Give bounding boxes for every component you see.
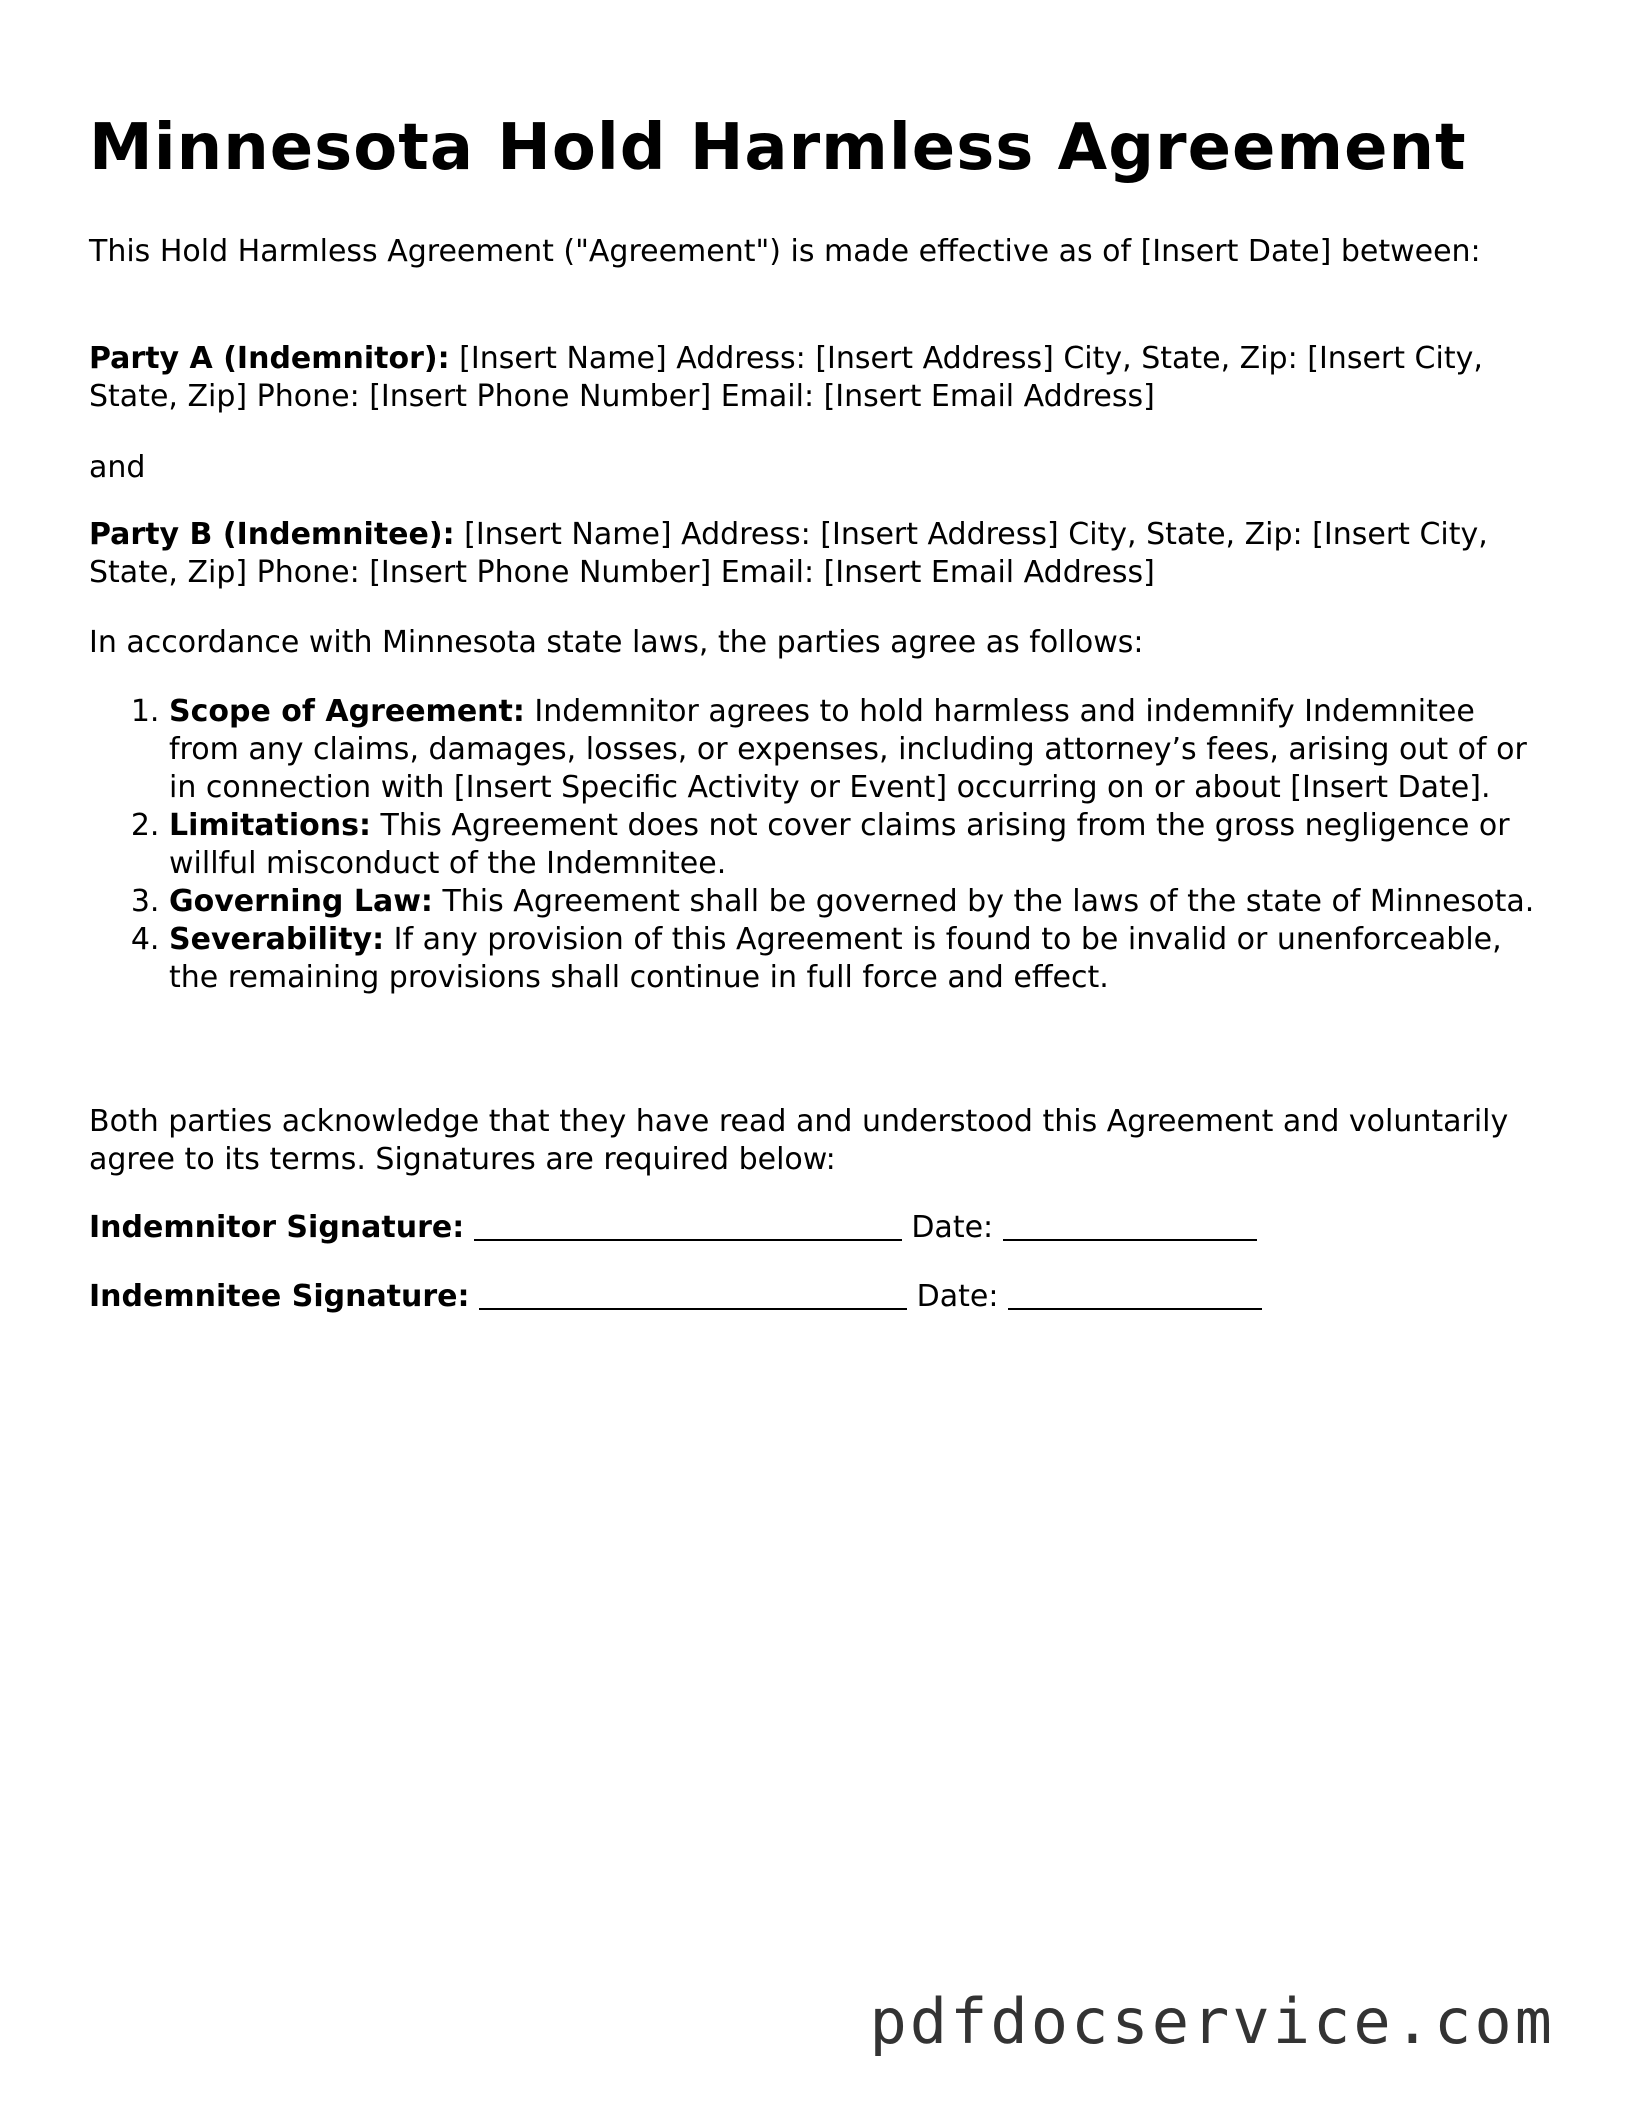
term-item [169, 693, 1549, 807]
watermark-text: pdfdocservice.com [869, 1985, 1555, 2058]
term-item [169, 921, 1549, 997]
accordance-paragraph: In accordance with Minnesota state laws, the parties agree as follows: [89, 625, 1144, 660]
term-text: This Agreement does not cover claims arising from the gross negligence or willful misconduct of the Indemnitee. [169, 808, 1510, 881]
party-a-label: Party A (Indemnitor): [89, 341, 450, 376]
indemnitee-date-field[interactable] [1008, 1278, 1262, 1310]
indemnitee-date-label: Date: [916, 1279, 999, 1314]
party-a-details: [Insert Name] Address: [Insert Address] City, State, Zip: [Insert City, State, Zip] Phone: [Insert Phone Number] Email: [Insert Email Address] [89, 341, 1483, 414]
indemnitee-signature-line [89, 1278, 1262, 1316]
term-text: This Agreement shall be governed by the laws of the state of Minnesota. [432, 884, 1535, 919]
term-item [169, 807, 1549, 883]
term-item [169, 883, 1549, 921]
indemnitee-signature-label: Indemnitee Signature: [89, 1279, 470, 1314]
indemnitor-date-label: Date: [911, 1210, 994, 1245]
intro-paragraph: This Hold Harmless Agreement ("Agreement") is made effective as of [Insert Date] between: [89, 234, 1481, 269]
party-b-details: [Insert Name] Address: [Insert Address] City, State, Zip: [Insert City, State, Zip] Phone: [Insert Phone Number] Email: [Insert Email Address] [89, 517, 1488, 590]
indemnitor-signature-line [89, 1209, 1257, 1247]
term-heading: Governing Law: [169, 884, 433, 919]
acknowledgment-paragraph: Both parties acknowledge that they have read and understood this Agreement and voluntarily agree to its terms. Signatures are required below: [89, 1104, 1509, 1177]
indemnitor-date-field[interactable] [1003, 1209, 1257, 1241]
term-text: Indemnitor agrees to hold harmless and indemnify Indemnitee from any claims, damages, losses, or expenses, including attorney’s fees, arising out of or in connection with [Insert Specific Activity or Event] occurring on or about [Insert Date]. [169, 694, 1527, 805]
indemnitee-signature-field[interactable] [479, 1278, 907, 1310]
party-b-label: Party B (Indemnitee): [89, 517, 455, 552]
term-text: If any provision of this Agreement is found to be invalid or unenforceable, the remaining provisions shall continue in full force and effect. [169, 922, 1502, 995]
conjunction-text: and [89, 450, 146, 485]
document-title: Minnesota Hold Harmless Agreement [89, 111, 1467, 185]
term-heading: Scope of Agreement: [169, 694, 525, 729]
indemnitor-signature-field[interactable] [474, 1209, 902, 1241]
indemnitor-signature-label: Indemnitor Signature: [89, 1210, 465, 1245]
term-heading: Limitations: [169, 808, 371, 843]
terms-list [89, 693, 1549, 997]
party-b-paragraph [89, 516, 1549, 592]
party-a-paragraph [89, 340, 1549, 416]
term-heading: Severability: [169, 922, 385, 957]
